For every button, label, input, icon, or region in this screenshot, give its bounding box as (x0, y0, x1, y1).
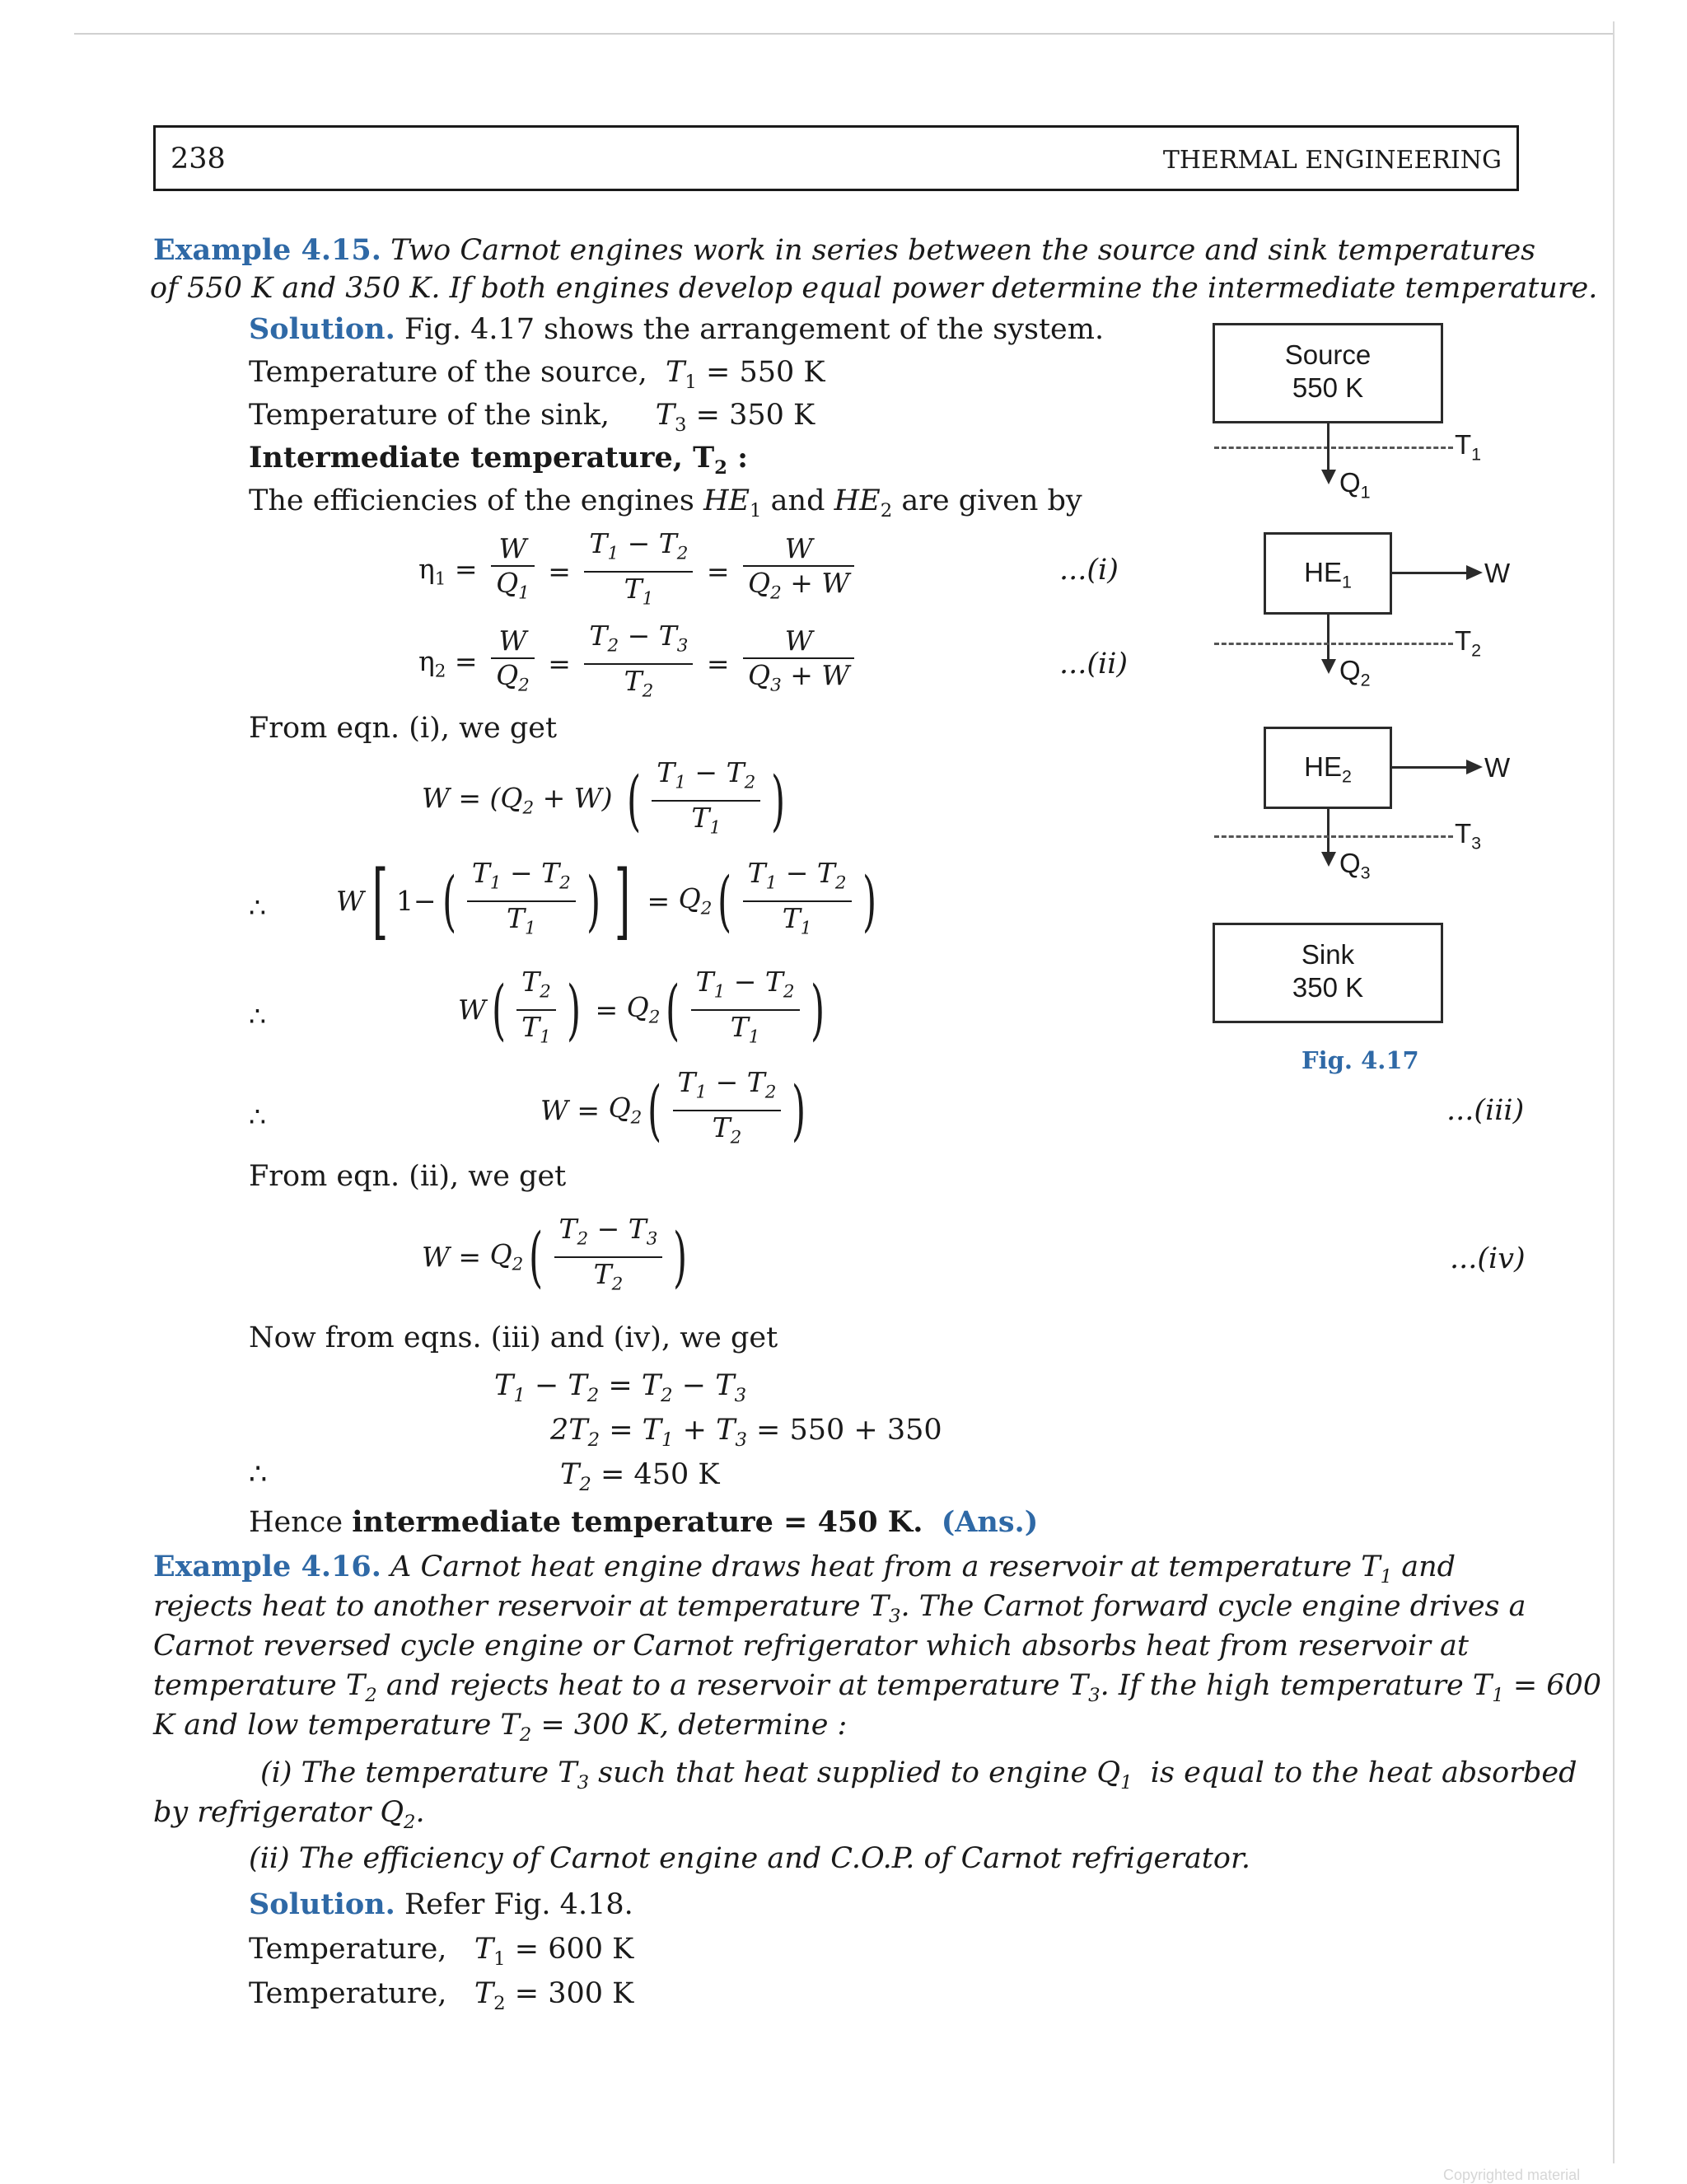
q2-arrow-line (1327, 615, 1330, 662)
efficiency-intro: The efficiencies of the engines $HE_1$ and $HE_2$ are given by (249, 484, 1082, 521)
q1-arrow-head (1321, 470, 1336, 484)
eq-iv-tag: ...(iv) (1450, 1242, 1526, 1275)
ex416-t1: Temperature, $T_1 = 600$ K (249, 1933, 634, 1970)
intermediate-heading: Intermediate temperature, $T_2$ : (249, 441, 749, 479)
w2-label: W (1484, 752, 1511, 783)
therefore-2: ∴ (249, 1000, 266, 1032)
w2-arrow-head (1466, 760, 1483, 774)
statement-line: Two Carnot engines work in series between the source and sink temperatures (390, 234, 1536, 267)
source-box (1213, 323, 1443, 423)
now-from-eqns: Now from eqns. (iii) and (iv), we get (249, 1321, 778, 1354)
q1-label: $Q_1$ (1339, 467, 1371, 503)
equation-w-1: $W = (Q_2 + W)$ ( $\frac{T_1 - T_2}{T_1}$ ) (422, 756, 786, 839)
value: = 550 K (706, 356, 825, 389)
eq-iii-tag: ...(iii) (1446, 1094, 1525, 1127)
step-3: $T_2 = 450$ K (560, 1458, 720, 1495)
value: = 600 K (514, 1933, 634, 1966)
q2-label: $Q_2$ (1339, 655, 1371, 690)
text: The efficiencies of the engines (249, 484, 694, 517)
label: Temperature, (249, 1933, 447, 1966)
he1-box: $HE_1$ (1264, 532, 1392, 615)
q1-arrow-line (1327, 423, 1330, 473)
w1-label: W (1484, 558, 1511, 588)
sink-temp: 350 K (1292, 972, 1364, 1003)
solution-text: Fig. 4.17 shows the arrangement of the system. (404, 313, 1105, 346)
example-label: Example 4.16. (153, 1550, 381, 1583)
top-rule (74, 33, 1615, 35)
text: are given by (901, 484, 1082, 517)
part-i-line-2: by refrigerator $Q_2$. (153, 1796, 425, 1833)
solution-label: Solution. (249, 312, 395, 346)
answer-text: intermediate temperature = 450 K. (352, 1505, 923, 1539)
page-header (153, 125, 1519, 191)
label: Temperature of the source, (249, 356, 647, 389)
equation-iii: $W = Q_2$( $\frac{T_1 - T_2}{T_2}$ ) (540, 1066, 806, 1148)
source-temperature: Temperature of the source, $T_1 = 550$ K (249, 356, 825, 393)
eq-ii-tag: ...(ii) (1059, 648, 1129, 680)
w1-arrow-head (1466, 565, 1483, 580)
solution-label: Solution. (249, 1887, 395, 1921)
hence-line (249, 1504, 1038, 1541)
statement-line: of 550 K and 350 K. If both engines develop equal power determine the intermediate temperature. (150, 272, 1598, 305)
example-4-16-line-5: K and low temperature $T_2 = 300$ K, determine : (153, 1709, 848, 1746)
running-title: THERMAL ENGINEERING (1162, 146, 1502, 175)
t1-label: $T_1$ (1455, 429, 1482, 465)
t1-line (1214, 447, 1453, 449)
part-ii: (ii) The efficiency of Carnot engine and C.O.P. of Carnot refrigerator. (249, 1842, 1250, 1875)
from-eqn-ii: From eqn. (ii), we get (249, 1160, 567, 1193)
w2-arrow-line (1392, 766, 1468, 769)
he2-box: $HE_2$ (1264, 727, 1392, 809)
watermark: Copyrighted material (1443, 2167, 1581, 2183)
source-temp: 550 K (1292, 372, 1364, 403)
example-label: Example 4.15. (153, 233, 381, 267)
label: Temperature of the sink, (249, 399, 610, 432)
t3-line (1214, 835, 1453, 838)
equation-w-3: W( $\frac{T_2}{T_1}$ ) = $Q_2$( $\frac{T_1 - T_2}{T_1}$ ) (458, 966, 825, 1048)
q2-arrow-head (1321, 659, 1336, 674)
text: and (770, 484, 825, 517)
ex416-solution (249, 1887, 633, 1923)
q3-label: $Q_3$ (1339, 848, 1371, 883)
figure-caption: Fig. 4.17 (1301, 1046, 1419, 1074)
example-4-16-line-2: rejects heat to another reservoir at temperature $T_3$. The Carnot forward cycle engine drives a (153, 1590, 1526, 1627)
therefore-3: ∴ (249, 1101, 266, 1133)
w1-arrow-line (1392, 572, 1468, 574)
sink-label: Sink (1301, 939, 1355, 970)
example-4-16-line-3: Carnot reversed cycle engine or Carnot refrigerator which absorbs heat from reservoir at (153, 1630, 1469, 1663)
text: Hence (249, 1506, 343, 1539)
equation-i: $\eta_1$ = $\frac{W}{Q_1}$ = $\frac{T_1 - T_2}{T_1}$ = $\frac{W}{Q_2 + W}$ (418, 527, 859, 615)
therefore-1: ∴ (249, 891, 266, 924)
ans-label: (Ans.) (941, 1505, 1039, 1539)
equation-ii: $\eta_2$ = $\frac{W}{Q_2}$ = $\frac{T_2 - T_3}{T_2}$ = $\frac{W}{Q_3 + W}$ (418, 620, 859, 708)
equation-w-2: W[ 1−( $\frac{T_1 - T_2}{T_1}$ ) ] = $Q_2$( $\frac{T_1 - T_2}{T_1}$ ) (336, 852, 876, 949)
ex416-t2: Temperature, $T_2 = 300$ K (249, 1977, 634, 2014)
therefore-4: ∴ (249, 1458, 268, 1491)
q3-arrow-head (1321, 852, 1336, 867)
example-4-16-line-4: temperature $T_2$ and rejects heat to a reservoir at temperature $T_3$. If the high temperature $T_1 = 600$ (153, 1669, 1602, 1706)
sink-box (1213, 923, 1443, 1023)
solution-line (249, 311, 1104, 348)
page-number: 238 (171, 143, 226, 175)
equation-iv: $W = Q_2$( $\frac{T_2 - T_3}{T_2}$ ) (422, 1213, 688, 1295)
heading-text: Intermediate temperature, T (249, 441, 715, 475)
t3-label: $T_3$ (1455, 818, 1482, 853)
source-label: Source (1284, 339, 1372, 370)
example-4-15-statement-2 (150, 269, 1598, 308)
from-eqn-i: From eqn. (i), we get (249, 712, 558, 745)
solution-text: Refer Fig. 4.18. (404, 1888, 633, 1921)
sink-temperature: Temperature of the sink, $T_3 = 350$ K (249, 399, 815, 436)
step-2: $2T_2 = T_1 + T_3 = 550 + 350$ (550, 1414, 942, 1451)
label: Temperature, (249, 1977, 447, 2010)
step-1: $T_1 - T_2 = T_2 - T_3$ (494, 1369, 747, 1406)
example-4-15-statement (153, 231, 1536, 270)
t2-label: $T_2$ (1455, 625, 1482, 661)
right-margin-line (1613, 21, 1615, 2163)
part-i-line-1: (i) The temperature $T_3$ such that heat supplied to engine $Q_1$ is equal to the heat absorbed (260, 1756, 1577, 1793)
eq-i-tag: ...(i) (1059, 554, 1119, 587)
q3-arrow-line (1327, 809, 1330, 855)
t2-line (1214, 643, 1453, 645)
example-4-16-line-1: Example 4.16. A Carnot heat engine draws heat from a reservoir at temperature $T_1$ and (153, 1550, 1456, 1588)
value: = 350 K (695, 399, 815, 432)
value: = 300 K (514, 1977, 634, 2010)
